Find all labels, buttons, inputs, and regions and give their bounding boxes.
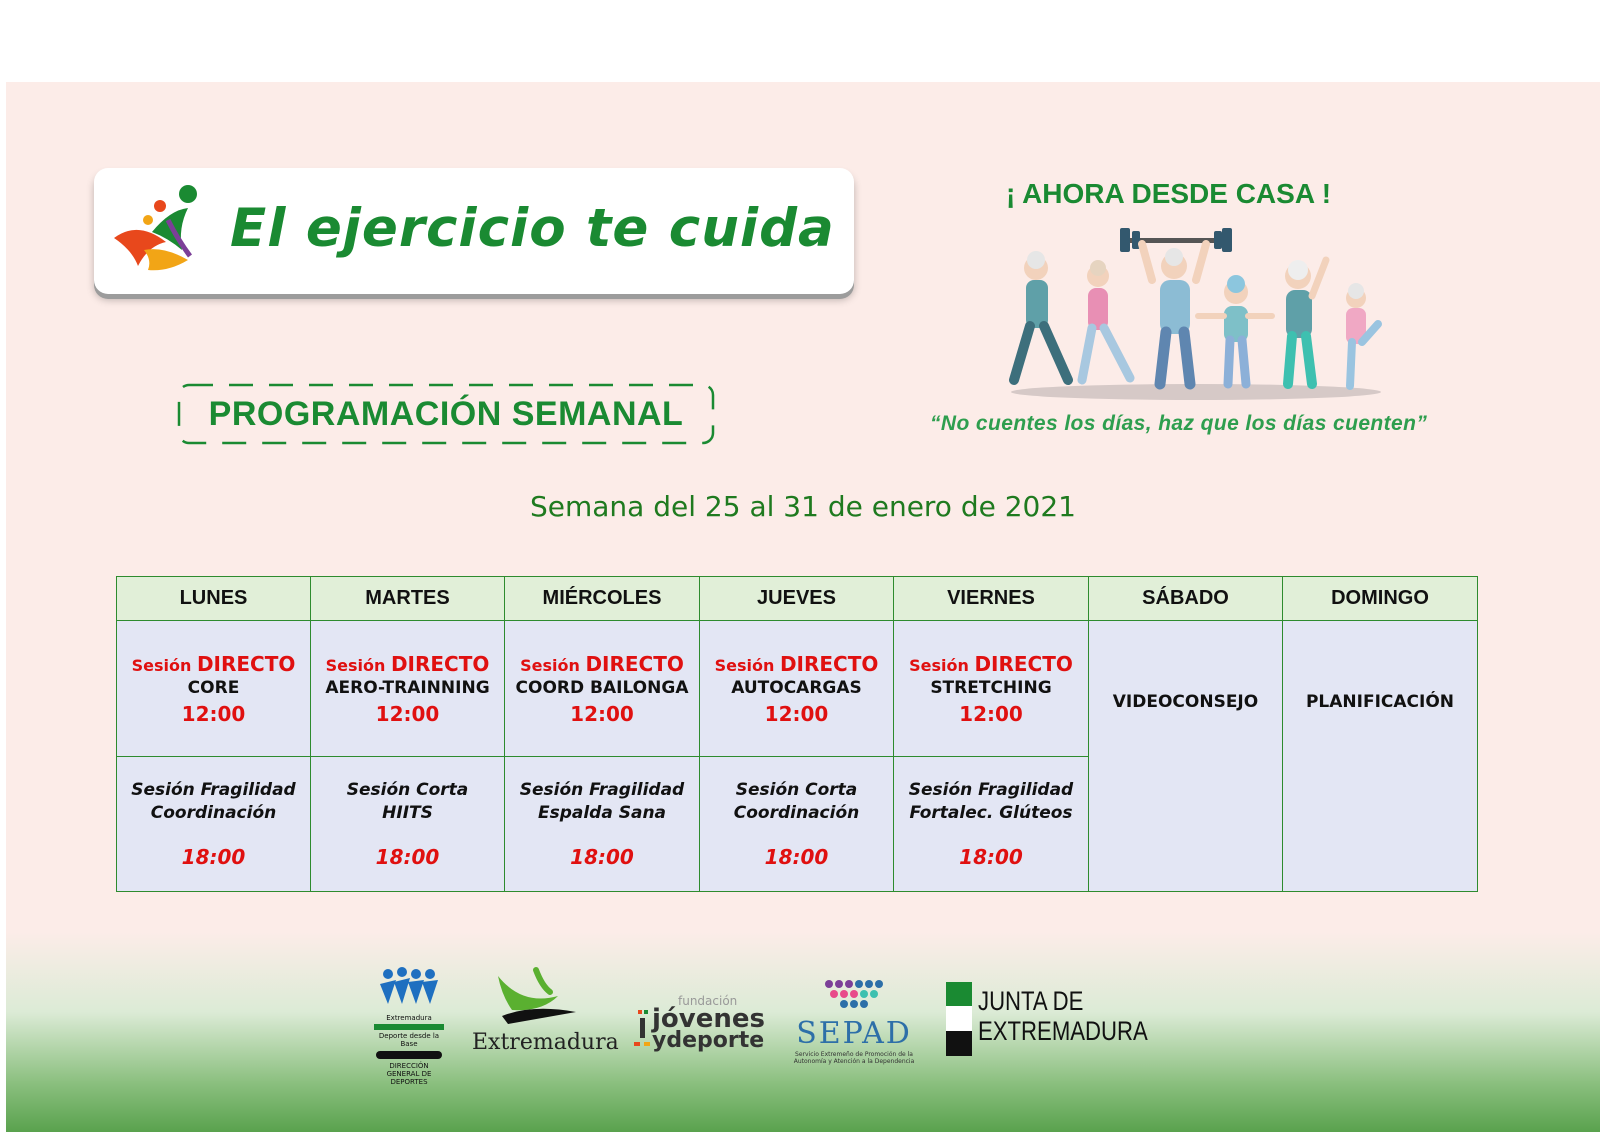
evening-session-cell <box>505 757 700 892</box>
sports-directorate-logo <box>374 966 444 1086</box>
session-activity: AUTOCARGAS <box>731 677 862 698</box>
sepad-logo <box>784 978 924 1065</box>
green-bar <box>374 1024 444 1030</box>
session-type: Sesión Corta <box>346 780 469 800</box>
ydeporte-text: ydeporte <box>652 1028 765 1053</box>
session-prefix: Sesión <box>714 655 775 675</box>
saturday-activity: VIDEOCONSEJO <box>1112 692 1259 712</box>
session-kind: DIRECTO <box>196 651 296 676</box>
session-activity: CORE <box>187 677 240 698</box>
session-time: 12:00 <box>181 701 246 726</box>
stork-icon <box>472 966 592 1026</box>
session-prefix: Sesión <box>520 655 580 675</box>
day-header-saturday: SÁBADO <box>1089 577 1283 621</box>
home-tagline: ¡ AHORA DESDE CASA ! <box>1006 178 1332 209</box>
jovenes-mark-icon <box>634 1008 652 1048</box>
session-time: 12:00 <box>375 701 440 726</box>
session-time: 18:00 <box>959 845 1023 869</box>
session-kind: DIRECTO <box>585 651 684 676</box>
live-session-cell <box>311 621 505 757</box>
live-session-cell <box>700 621 894 757</box>
jovenes-deporte-logo <box>634 994 765 1052</box>
week-range: Semana del 25 al 31 de enero de 2021 <box>530 490 1076 523</box>
session-type: Sesión Corta <box>735 780 858 800</box>
program-logo-icon <box>108 180 218 280</box>
jovenes-text: jóvenes <box>652 1004 765 1034</box>
weekly-program-title: PROGRAMACIÓN SEMANAL <box>208 395 684 433</box>
session-prefix: Sesión <box>325 655 386 675</box>
evening-session-cell <box>311 757 505 892</box>
jovenes-small-label: fundación <box>678 994 738 1008</box>
program-title: El ejercicio te cuida <box>230 198 835 259</box>
day-header-monday: LUNES <box>117 577 311 621</box>
evening-session-cell <box>700 757 894 892</box>
sunday-activity: PLANIFICACIÓN <box>1305 692 1455 712</box>
session-activity: Fortalec. Glúteos <box>909 803 1073 823</box>
extremadura-logo <box>472 966 619 1055</box>
program-banner <box>94 168 854 294</box>
session-kind: DIRECTO <box>390 651 490 676</box>
session-time: 18:00 <box>570 845 634 869</box>
session-prefix: Sesión <box>909 655 969 675</box>
session-time: 18:00 <box>764 845 829 869</box>
sepad-dots-icon <box>819 978 889 1012</box>
sepad-subtitle: Servicio Extremeño de Promoción de la Autonomía y Atención a la Dependencia <box>793 1051 915 1065</box>
junta-flag-icon <box>946 982 972 1056</box>
session-time: 18:00 <box>375 845 440 869</box>
black-bar <box>376 1051 442 1059</box>
day-header-wednesday: MIÉRCOLES <box>505 577 700 621</box>
sports-logo-mid: Deporte desde la Base <box>378 1032 440 1048</box>
poster <box>6 82 1600 1132</box>
junta-line2: EXTREMADURA <box>978 1016 1148 1046</box>
day-header-friday: VIERNES <box>894 577 1089 621</box>
session-kind: DIRECTO <box>974 651 1073 676</box>
extremadura-logo-text: Extremadura <box>472 1030 619 1055</box>
sports-logo-bottom: DIRECCIÓN GENERAL DE DEPORTES <box>386 1062 432 1086</box>
session-kind: DIRECTO <box>779 651 879 676</box>
live-session-cell <box>894 621 1089 757</box>
weekly-schedule-table <box>116 576 1478 892</box>
session-activity: AERO-TRAINNING <box>325 677 490 698</box>
sports-logo-top: Extremadura <box>386 1014 432 1022</box>
junta-line1: JUNTA DE <box>978 986 1084 1016</box>
figures-icon <box>374 966 444 1010</box>
evening-session-cell <box>117 757 311 892</box>
session-type: Sesión Fragilidad <box>519 780 685 800</box>
motivational-quote: “No cuentes los días, haz que los días cuenten” <box>930 412 1428 435</box>
day-header-tuesday: MARTES <box>311 577 505 621</box>
session-activity: HIITS <box>382 803 433 823</box>
evening-session-cell <box>894 757 1089 892</box>
session-type: Sesión Fragilidad <box>131 780 296 800</box>
session-prefix: Sesión <box>131 655 192 675</box>
sepad-text: SEPAD <box>796 1016 912 1051</box>
day-header-sunday: DOMINGO <box>1283 577 1478 621</box>
seniors-exercising-illustration <box>1006 220 1386 402</box>
session-activity: Coordinación <box>150 803 277 823</box>
live-session-cell <box>117 621 311 757</box>
session-time: 12:00 <box>959 701 1023 726</box>
session-time: 18:00 <box>181 845 246 869</box>
session-activity: STRETCHING <box>930 677 1052 698</box>
schedule-row-morning <box>117 621 1478 757</box>
schedule-header-row <box>117 577 1478 621</box>
session-activity: Espalda Sana <box>537 803 667 823</box>
session-activity: COORD BAILONGA <box>515 677 689 698</box>
session-activity: Coordinación <box>733 803 860 823</box>
session-time: 12:00 <box>570 701 634 726</box>
weekly-program-label <box>176 382 716 446</box>
live-session-cell <box>505 621 700 757</box>
session-type: Sesión Fragilidad <box>908 780 1074 800</box>
day-header-thursday: JUEVES <box>700 577 894 621</box>
sunday-cell <box>1283 621 1478 892</box>
session-time: 12:00 <box>764 701 829 726</box>
saturday-cell <box>1089 621 1283 892</box>
